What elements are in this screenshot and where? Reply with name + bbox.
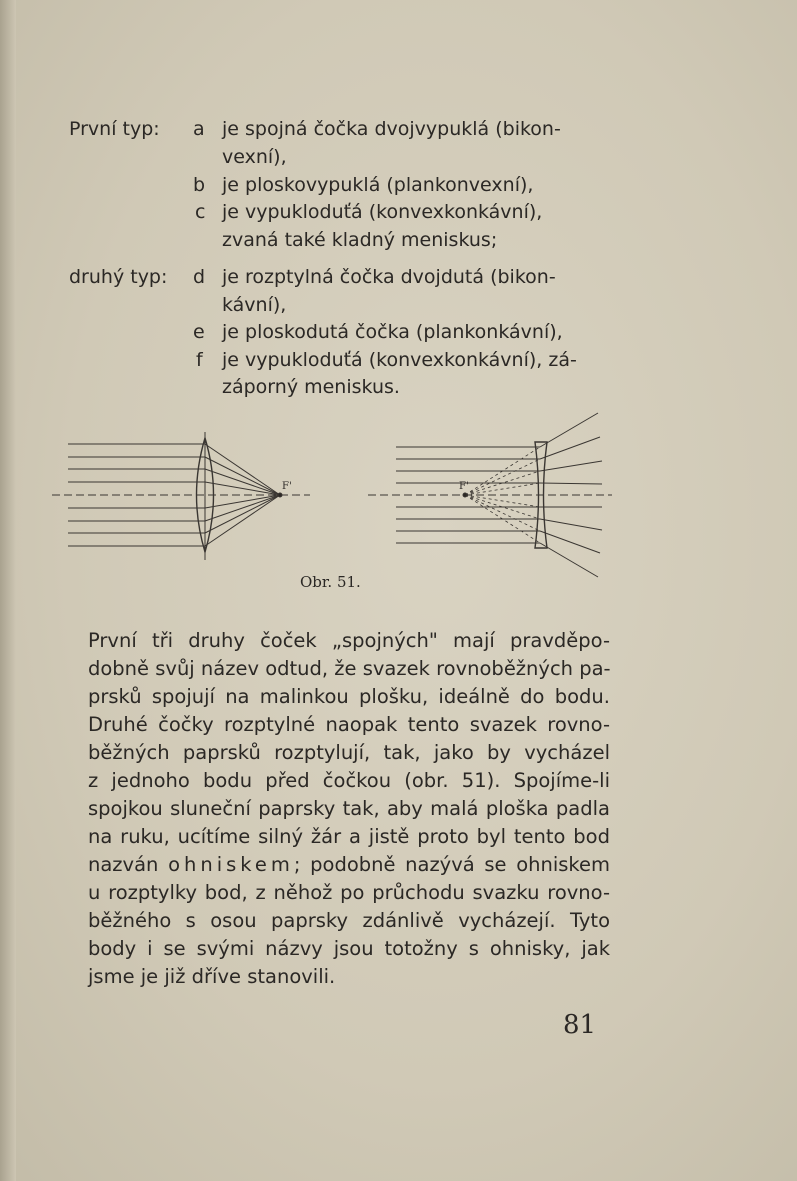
paragraph-line: běžných paprsků rozptylují, tak, jako by vycházel <box>88 741 610 764</box>
paragraph-line: u rozptylky bod, z něhož po průchodu svazku rovno- <box>88 881 610 904</box>
item-e-letter: e <box>193 321 205 343</box>
converging-lens-diagram <box>52 432 310 560</box>
item-b-letter: b <box>193 174 206 196</box>
type1-label: První typ: <box>69 118 160 140</box>
item-a-line2: vexní), <box>222 146 287 168</box>
paragraph-line: na ruku, ucítíme silný žár a jistě proto byl tento bod <box>88 825 610 848</box>
page-number: 81 <box>563 1010 597 1040</box>
item-c-line2: zvaná také kladný meniskus; <box>222 229 498 251</box>
line9-after: ; podobně nazývá se ohniskem <box>293 853 611 876</box>
paragraph-line: body i se svými názvy jsou totožny s ohnisky, jak <box>88 937 610 960</box>
paragraph-line: jsme je již dříve stanovili. <box>88 965 336 988</box>
focal-point-left <box>278 493 282 497</box>
paragraph-line: z jednoho bodu před čočkou (obr. 51). Spojíme-li <box>88 769 610 792</box>
focus-label-right: F' <box>459 481 469 492</box>
paragraph-line: prsků spojují na malinkou plošku, ideálně do bodu. <box>88 685 610 708</box>
item-f-letter: f <box>196 349 203 371</box>
paragraph-line: spojkou sluneční paprsky tak, aby malá ploška padla <box>88 797 610 820</box>
focus-label-left: F' <box>282 481 292 492</box>
line9-before: nazván <box>88 853 159 876</box>
diverging-lens-diagram <box>368 413 612 577</box>
item-d-line2: kávní), <box>222 294 287 316</box>
item-b-line1: je ploskovypuklá (plankonvexní), <box>222 174 534 196</box>
item-f-line1: je vypukloduťá (konvexkonkávní), zá- <box>222 349 577 371</box>
item-d-letter: d <box>193 266 206 288</box>
paragraph-line-ohniskem <box>88 851 610 879</box>
item-f-line2: záporný meniskus. <box>222 376 400 398</box>
emphasized-term-ohniskem: ohniskem <box>168 853 294 876</box>
item-c-line1: je vypukloduťá (konvexkonkávní), <box>222 201 543 223</box>
paragraph-line: běžného s osou paprsky zdánlivě vycházejí. Tyto <box>88 909 610 932</box>
item-c-letter: c <box>195 201 206 223</box>
item-e-line1: je ploskodutá čočka (plankonkávní), <box>222 321 563 343</box>
paragraph-line: První tři druhy čoček „spojných" mají pravděpo- <box>88 629 610 652</box>
paragraph-line: dobně svůj název odtud, že svazek rovnoběžných pa- <box>88 657 611 680</box>
item-a-letter: a <box>193 118 205 140</box>
item-a-line1: je spojná čočka dvojvypuklá (bikon- <box>222 118 561 140</box>
body-paragraph <box>88 627 610 991</box>
type2-label: druhý typ: <box>69 266 168 288</box>
figure-caption: Obr. 51. <box>300 573 361 591</box>
item-d-line1: je rozptylná čočka dvojdutá (bikon- <box>222 266 556 288</box>
paragraph-line: Druhé čočky rozptylné naopak tento svazek rovno- <box>88 713 610 736</box>
focal-point-right <box>463 493 467 497</box>
